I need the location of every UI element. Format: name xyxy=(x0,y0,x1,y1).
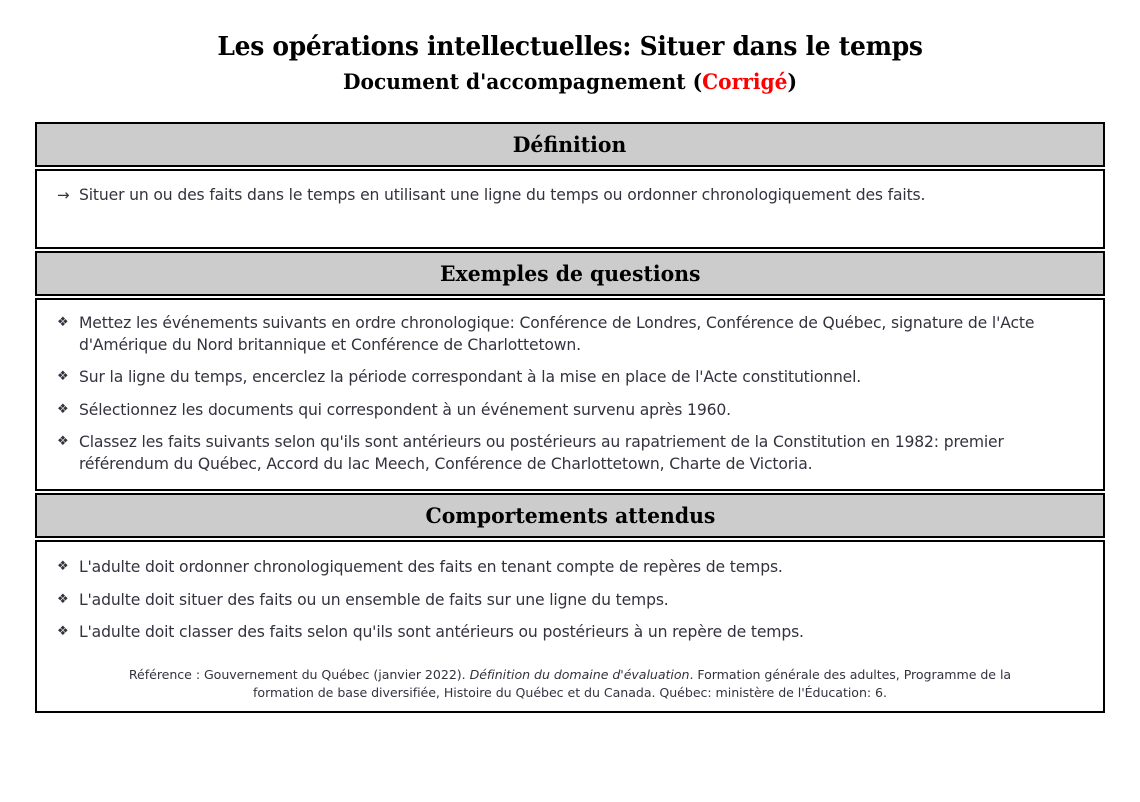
diamond-bullet-icon: ❖ xyxy=(57,401,69,417)
page-subtitle xyxy=(23,70,1117,93)
section-body-behaviors xyxy=(35,540,1105,713)
list-item-text: L'adulte doit situer des faits ou un ensemble de faits sur une ligne du temps. xyxy=(79,590,669,609)
list-item-text: Mettez les événements suivants en ordre chronologique: Conférence de Londres, Conférence de Québec, signature de l'Acte d'Amérique du Nord britannique et Conférence de Charlottetown. xyxy=(79,314,1035,354)
list-item xyxy=(53,367,1087,389)
subtitle-main-text: Document d'accompagnement ( xyxy=(343,69,703,95)
reference-italic-title: Définition du domaine d'évaluation xyxy=(469,666,690,682)
list-item xyxy=(53,622,1087,644)
list-item-text: Sélectionnez les documents qui correspondent à un événement survenu après 1960. xyxy=(79,400,731,419)
diamond-bullet-icon: ❖ xyxy=(57,624,69,640)
diamond-bullet-icon: ❖ xyxy=(57,369,69,385)
section-body-questions xyxy=(35,298,1105,491)
section-header-behaviors-label: Comportements attendus xyxy=(425,503,715,529)
list-item xyxy=(53,313,1087,356)
list-item-text: Classez les faits suivants selon qu'ils sont antérieurs ou postérieurs au rapatriement de la Constitution en 1982: premier référendum du Québec, Accord du lac Meech, Conférence de Charlottetown, Charte de Victoria. xyxy=(79,433,1004,473)
section-body-definition xyxy=(35,169,1105,249)
section-header-questions xyxy=(35,251,1105,296)
diamond-bullet-icon: ❖ xyxy=(57,591,69,607)
reference-prefix: Référence : Gouvernement du Québec (janvier 2022). xyxy=(128,666,470,682)
section-header-behaviors xyxy=(35,493,1105,538)
subtitle-close-paren: ) xyxy=(787,69,797,95)
page-title: Les opérations intellectuelles: Situer dans le temps xyxy=(217,32,923,62)
reference-footnote xyxy=(53,666,1087,702)
reference-suffix: . Formation générale des adultes, Programme de la formation de base diversifiée, Histoire du Québec et du Canada. Québec: ministère de l'Éducation: 6. xyxy=(253,666,1012,700)
diamond-bullet-icon: ❖ xyxy=(57,315,69,330)
list-item-text: L'adulte doit classer des faits selon qu'ils sont antérieurs ou postérieurs à un repère de temps. xyxy=(79,623,804,642)
section-header-definition xyxy=(35,122,1105,167)
list-item xyxy=(53,185,1087,207)
section-header-questions-label: Exemples de questions xyxy=(439,261,701,286)
arrow-bullet-icon: → xyxy=(57,186,70,204)
list-item xyxy=(53,432,1087,475)
list-item-text: Situer un ou des faits dans le temps en utilisant une ligne du temps ou ordonner chronologiquement des faits. xyxy=(79,186,926,204)
list-item-text: L'adulte doit ordonner chronologiquement des faits en tenant compte de repères de temps. xyxy=(79,558,783,577)
list-item xyxy=(53,400,1087,422)
subtitle-corrige-label: Corrigé xyxy=(702,69,788,95)
diamond-bullet-icon: ❖ xyxy=(57,434,69,450)
diamond-bullet-icon: ❖ xyxy=(57,559,69,575)
content-table xyxy=(35,122,1105,713)
list-item-text: Sur la ligne du temps, encerclez la période correspondant à la mise en place de l'Acte constitutionnel. xyxy=(79,368,862,387)
list-item xyxy=(53,557,1087,579)
document-header xyxy=(0,0,1140,93)
list-item xyxy=(53,590,1087,612)
section-header-definition-label: Définition xyxy=(513,132,627,157)
